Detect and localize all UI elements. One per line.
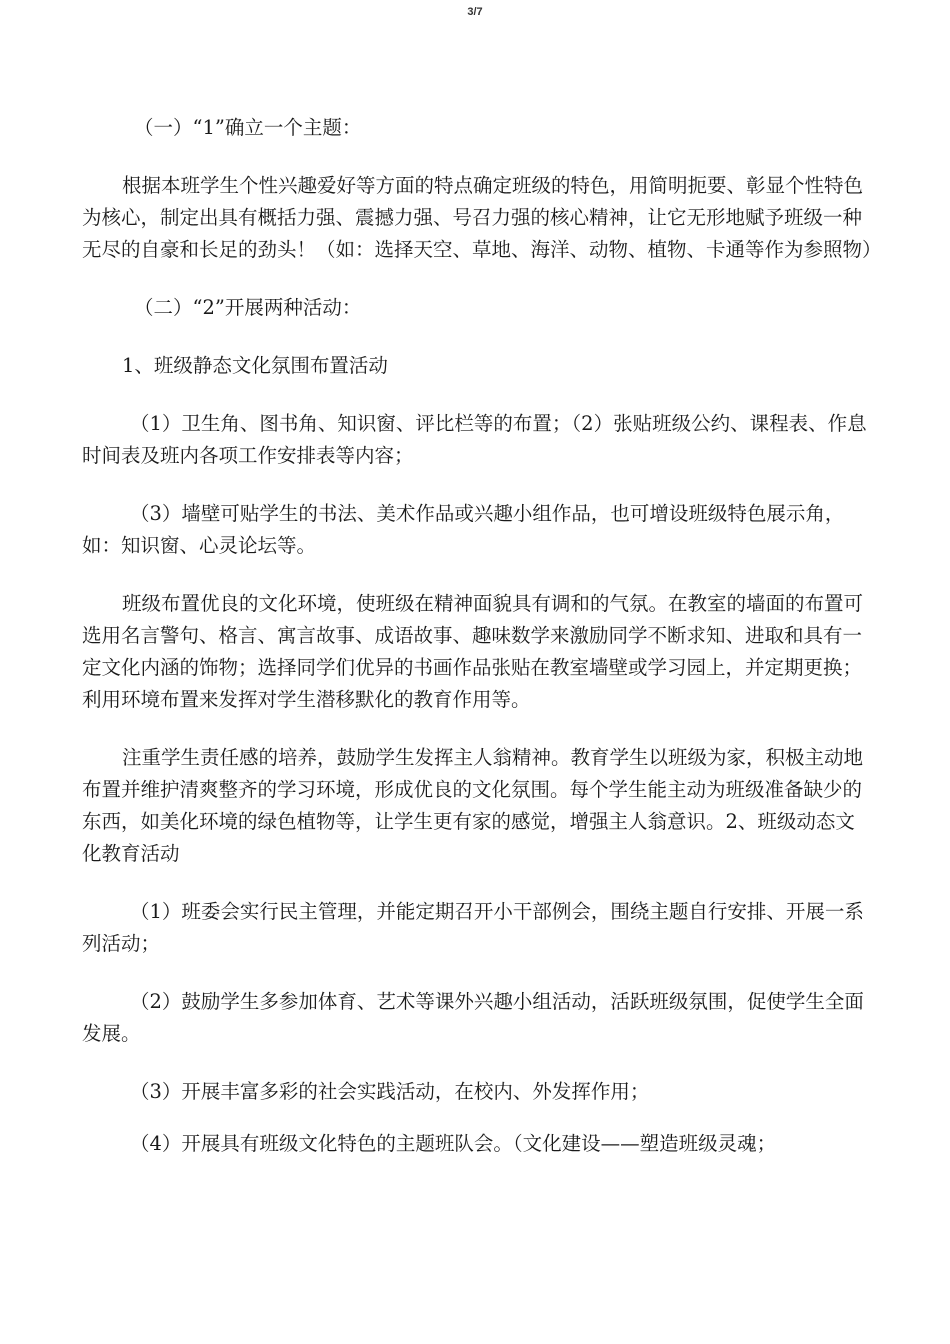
section-heading-1: （一）“1”确立一个主题：: [134, 116, 362, 139]
paragraph-responsibility: 注重学生责任感的培养，鼓励学生发挥主人翁精神。教育学生以班级为家，积极主动地布置并维护清爽整齐的学习环境，形成优良的文化氛围。每个学生能主动为班级准备缺少的东西，如美化环境的绿色植物等，让学生更有家的感觉，增强主人翁意识。2、班级动态文化教育活动: [82, 746, 864, 865]
paragraph-item-1-2: （1）卫生角、图书角、知识窗、评比栏等的布置；（2）张贴班级公约、课程表、作息时间表及班内各项工作安排表等内容；: [82, 412, 867, 467]
paragraph-dynamic-1: （1）班委会实行民主管理，并能定期召开小干部例会，围绕主题自行安排、开展一系列活动；: [82, 900, 864, 955]
paragraph-environment: 班级布置优良的文化环境，使班级在精神面貌具有调和的气氛。在教室的墙面的布置可选用名言警句、格言、寓言故事、成语故事、趣味数学来激励同学不断求知、进取和具有一定文化内涵的饰物；选择同学们优异的书画作品张贴在教室墙壁或学习园上，并定期更换；利用环境布置来发挥对学生潜移默化的教育作用等。: [82, 592, 864, 711]
paragraph-item-3: （3）墙壁可贴学生的书法、美术作品或兴趣小组作品，也可增设班级特色展示角，如：知识窗、心灵论坛等。: [82, 502, 845, 557]
paragraph-dynamic-3: （3）开展丰富多彩的社会实践活动，在校内、外发挥作用；: [130, 1080, 650, 1103]
section-heading-2: （二）“2”开展两种活动：: [134, 296, 362, 319]
page-number: 3/7: [467, 6, 483, 18]
subheading-static-culture: 1、班级静态文化氛围布置活动: [122, 354, 388, 377]
paragraph-dynamic-2: （2）鼓励学生多参加体育、艺术等课外兴趣小组活动，活跃班级氛围，促使学生全面发展。: [82, 990, 864, 1045]
document-body: [82, 112, 882, 1186]
paragraph-theme: 根据本班学生个性兴趣爱好等方面的特点确定班级的特色，用简明扼要、彰显个性特色为核心，制定出具有概括力强、震撼力强、号召力强的核心精神，让它无形地赋予班级一种无尽的自豪和长足的劲头！（如：选择天空、草地、海洋、动物、植物、卡通等作为参照物）: [82, 174, 882, 261]
paragraph-dynamic-4: （4）开展具有班级文化特色的主题班队会。（文化建设——塑造班级灵魂；: [130, 1132, 777, 1155]
